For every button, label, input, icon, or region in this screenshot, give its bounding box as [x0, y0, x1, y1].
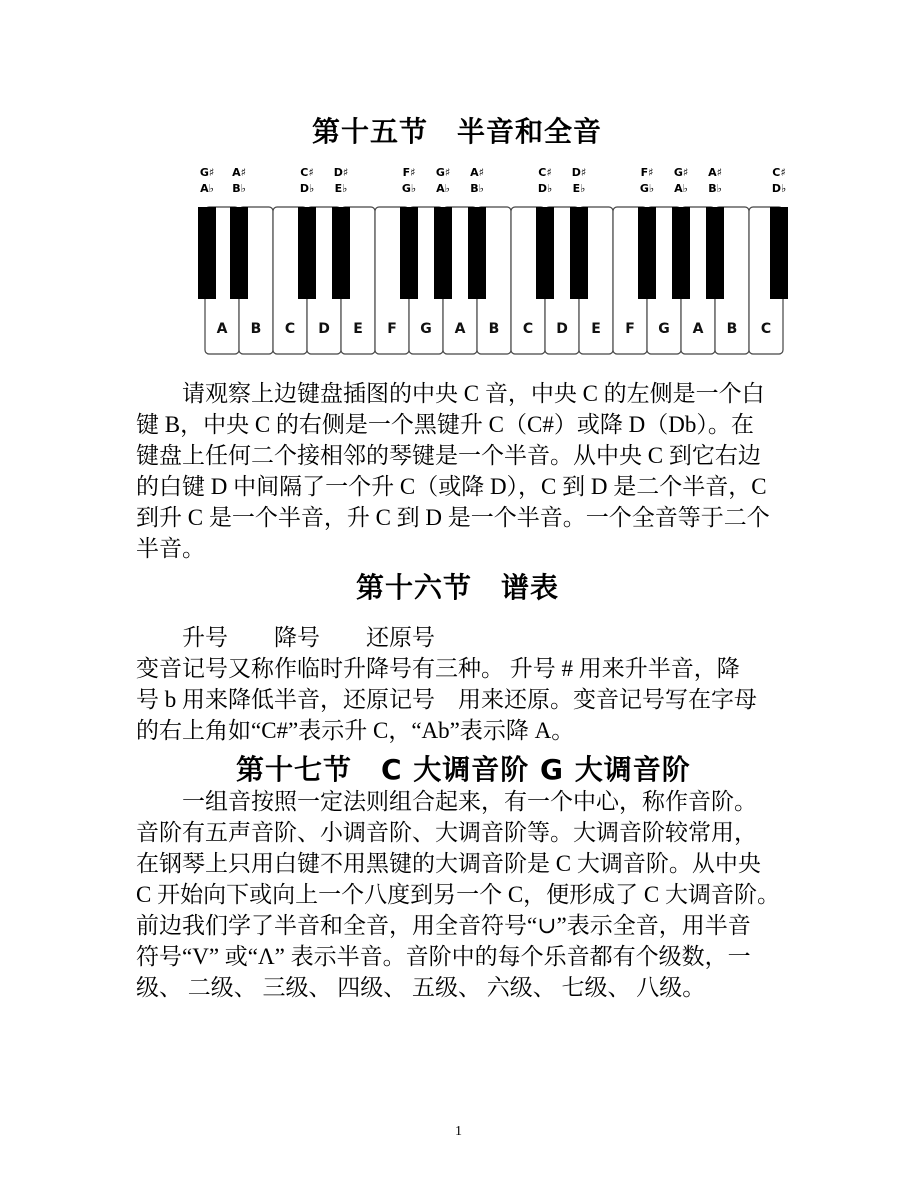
black-key-sharp-label: G♯: [673, 166, 689, 179]
black-key-flat-label: A♭: [674, 182, 688, 195]
body-line: 在钢琴上只用白键不用黑键的大调音阶是 C 大调音阶。从中央: [136, 851, 761, 876]
black-key: [672, 207, 690, 299]
black-key: [706, 207, 724, 299]
black-key: [570, 207, 588, 299]
black-key-sharp-label: F♯: [640, 166, 654, 179]
section-17-title: 第十七节 C 大调音阶 G 大调音阶: [236, 753, 691, 786]
black-key: [298, 207, 316, 299]
body-line: 到升 C 是一个半音，升 C 到 D 是一个半音。一个全音等于二个: [136, 505, 770, 530]
body-line: 前边我们学了半音和全音，用全音符号“∪”表示全音，用半音: [136, 913, 751, 938]
black-key-sharp-label: A♯: [708, 166, 722, 179]
body-line: 音阶有五声音阶、小调音阶、大调音阶等。大调音阶较常用，: [136, 820, 757, 845]
white-key-label: B: [488, 321, 500, 337]
white-key-label: C: [284, 321, 296, 337]
body-line: 的右上角如“C#”表示升 C，“Ab”表示降 A。: [136, 718, 575, 743]
white-key-label: D: [318, 321, 330, 337]
black-key-flat-label: E♭: [572, 182, 586, 195]
section-15-title: 第十五节 半音和全音: [312, 115, 603, 148]
black-key-flat-label: B♭: [470, 182, 484, 195]
black-key: [400, 207, 418, 299]
black-key-sharp-label: D♯: [571, 166, 587, 179]
black-key-flat-label: A♭: [200, 182, 214, 195]
black-key-sharp-label: D♯: [333, 166, 349, 179]
body-line: 号 b 用来降低半音，还原记号 用来还原。变音记号写在字母: [136, 687, 757, 712]
black-key-flat-label: D♭: [299, 182, 315, 195]
black-key: [332, 207, 350, 299]
black-key-flat-label: E♭: [334, 182, 348, 195]
white-key-label: A: [454, 321, 466, 337]
white-key-label: E: [591, 321, 601, 337]
white-key-label: E: [353, 321, 363, 337]
black-key-sharp-label: A♯: [232, 166, 246, 179]
accidental-symbols-line: 升号 降号 还原号: [136, 625, 435, 650]
black-key: [198, 207, 216, 299]
black-key-sharp-label: C♯: [300, 166, 314, 179]
white-key-label: B: [250, 321, 262, 337]
black-key-sharp-label: A♯: [470, 166, 484, 179]
white-key-label: C: [522, 321, 534, 337]
section-16-title: 第十六节 谱表: [356, 571, 560, 604]
white-key-label: G: [420, 321, 432, 337]
white-key-label: D: [556, 321, 568, 337]
body-line: 请观察上边键盘插图的中央 C 音，中央 C 的左侧是一个白: [136, 381, 765, 406]
body-line: C 开始向下或向上一个八度到另一个 C，便形成了 C 大调音阶。: [136, 882, 781, 907]
white-key-label: F: [387, 321, 397, 337]
body-line: 一组音按照一定法则组合起来，有一个中心，称作音阶。: [136, 789, 757, 814]
section-17-body: [136, 786, 796, 1003]
black-key-flat-label: G♭: [401, 182, 417, 195]
black-key-sharp-label: C♯: [538, 166, 552, 179]
black-key-flat-label: D♭: [771, 182, 787, 195]
body-line: 半音。: [136, 536, 205, 561]
black-key-sharp-label: F♯: [402, 166, 416, 179]
white-key-label: A: [216, 321, 228, 337]
body-line: 符号“V” 或“Λ” 表示半音。音阶中的每个乐音都有个级数，一: [136, 944, 751, 969]
white-key-label: G: [658, 321, 670, 337]
page-number: 1: [455, 1124, 462, 1139]
body-line: 级、 二级、 三级、 四级、 五级、 六级、 七级、 八级。: [136, 975, 706, 1000]
body-line: 键盘上任何二个接相邻的琴键是一个半音。从中央 C 到它右边: [136, 443, 761, 468]
white-key-label: B: [726, 321, 738, 337]
body-line: 键 B，中央 C 的右侧是一个黑键升 C（C#）或降 D（Db）。在: [136, 412, 754, 437]
black-key-sharp-label: G♯: [435, 166, 451, 179]
black-key-flat-label: B♭: [232, 182, 246, 195]
white-key-label: F: [625, 321, 635, 337]
body-line: 变音记号又称作临时升降号有三种。 升号 # 用来升半音，降: [136, 656, 740, 681]
black-key: [638, 207, 656, 299]
section-16-body: [136, 622, 796, 746]
piano-keyboard-illustration: [180, 162, 830, 362]
black-key-sharp-label: C♯: [772, 166, 786, 179]
black-key: [536, 207, 554, 299]
black-key-sharp-label: G♯: [199, 166, 215, 179]
black-key-flat-label: G♭: [639, 182, 655, 195]
section-15-body: [136, 378, 796, 564]
black-key: [434, 207, 452, 299]
body-line: 的白键 D 中间隔了一个升 C（或降 D），C 到 D 是二个半音，C: [136, 474, 767, 499]
black-key-flat-label: B♭: [708, 182, 722, 195]
black-key-flat-label: A♭: [436, 182, 450, 195]
white-key-label: A: [692, 321, 704, 337]
black-key: [468, 207, 486, 299]
black-key: [230, 207, 248, 299]
black-key-flat-label: D♭: [537, 182, 553, 195]
white-key-label: C: [760, 321, 772, 337]
black-key: [770, 207, 788, 299]
